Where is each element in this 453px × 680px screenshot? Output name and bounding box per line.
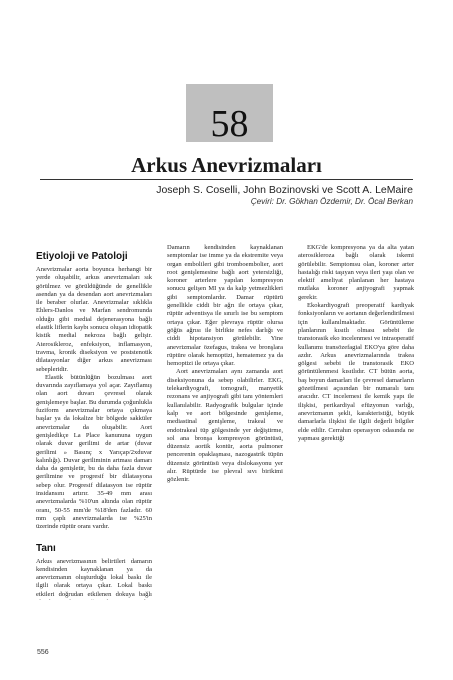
section-heading-tani: Tanı [36,542,56,554]
chapter-translators: Çeviri: Dr. Gökhan Özdemir, Dr. Öcal Berkan [250,197,413,206]
chapter-authors: Joseph S. Coselli, John Bozinovski ve Scott A. LeMaire [156,184,413,196]
text-column-3 [298,244,414,664]
title-divider [40,179,413,180]
section-heading-etiyoloji: Etiyoloji ve Patoloji [36,251,128,262]
chapter-number: 58 [210,103,249,145]
paragraph: Arkus anevrizmasının belirtileri damarın kendisinden kaynaklanan ya da anevrizmanın oluşturduğu lokal baskı ile ilgili olarak ortaya çıkar. Lokal baskı etkileri doğrudan etkilenen dokuya bağlı [36,557,152,598]
text-column-2 [167,244,283,644]
page-number: 556 [37,649,49,656]
paragraph: Ekokardiyografi preoperatif kardiyak fonksiyonların ve aortanın değerlendirilmesi için kullanılmaktadır. Görüntüleme planlarının kısıtlı olması sebebi ile transtorasik eko incelenmesi ve intraoperatif kullanımı transözefagial EKO'ya göre daha azdır. Arkus anevrizmalarında trakea gölgesi sebebi ile transtorasik EKO görüntülenmesi kısıtlıdır. CT bütün aorta, baş boyun damarları ile çevresel damarların gözetilmesi açısından bir numaralı tanı aracıdır. CT incelemesi ile kemik yapı ile ilişkisi, perikardiyal efüzyonun varlığı, anevrizmanın şekli, karakteristiği, büyük damarlarla ilişkisi ile ilgili değerli bilgiler elde edilir. Cerrahın operasyon odasında ne yapması gerektiği [298,302,414,442]
paragraph: Elastik bütünlüğün bozulması aort duvarında zayıflamaya yol açar. Zayıflamış olan aort duvarı çevresel olarak genişlemeye başlar. Bu durumda çoğunlukla fuziform anevrizmalar ortaya çıkmaya başlar ya da lokalize bir bölgede sakküler anevrizmalar da oluşabilir. Aort genişledikçe La Place kanununa uygun olarak duvar gerilimi de artar (duvar gerilimi » Basınç x Yarıçap/2xduvar kalınlığı). Duvar geriliminin artması damarı daha da genişletir, bu da daha fazla duvar gerilimine ve progresif bir dilatasyona sebep olur. Progresif dilatasyon ise rüptür insidansını artırır. 35-49 mm arası anevrizmalarda %10'un altında olan rüptür oranı, 50-55 mm'de %18'den fazladır. 60 mm çaplı anevrizmalarda ise %25'in üzerinde rüptür oranı vardır. [36,373,152,531]
paragraph: Anevrizmalar aorta boyunca herhangi bir yerde oluşabilir, arkus anevrizmaları sık görülmez ve görüldüğünde de genellikle asendan ya da desendan aort anevrizmaları ile beraber olurlar. Anevrizmalar sıklıkla Ehlers-Danlos ve Marfan sendromunda olduğu gibi medial dejenerasyona bağlı elastik liflerin kaybı sonucu oluşan idiopatik kistik medial nekroza bağlı gelişir. Aterosikleroz, enfeksiyon, inflamasyon, travma, kronik diseksiyon ve poststenotik dilatasyonlar diğer arkus anevrizması sebepleridir. [36,266,152,373]
chapter-title: Arkus Anevrizmaları [131,153,322,177]
text-column-1 [36,250,152,600]
paragraph: EKG'de kompresyona ya da alta yatan aterosikleroza bağlı olarak iskemi görülebilir. Semptomsu olan, koroner arter hastalığı riski taşıyan veya ileri yaşı olan ve elektif ameliyat planlanan her hastaya mutlaka koroner anjiyografi yapmak gerekir. [298,244,414,301]
paragraph: Aort anevrizmaları aynı zamanda aort diseksiyonuna da sebep olabilirler. EKG, telekardiyografi, tomografi, manyetik rezonans ve anjiyografi gibi tanı yöntemleri kullanılabilir. Radyografik bulgular içinde kalp ve aort bölgesinde genişleme, mediastinal genişleme, trakeal ve endotrakeal tüp gölgesinde yer değiştirme, sol ana bronşa kompresyon görüntüsü, düzensiz aortik kontür, aorta pulmoner pencerenin opaklaşması, nazogastrik tüpün düzensiz görüntüsü veya dislokasyonu yer alır. Rüptürde ise plevral sıvı birikimi gözlenir. [167,368,283,484]
paragraph: Damarın kendisinden kaynaklanan semptomlar ise imme ya da ekstremite veya organ embolileri gibi tromboembolier, aort root genişlemesine bağlı aort yetersizliği, koroner arterlere yapılan kompresyon sonucu gelişen MI ya da kalp yetmezlikleri gibi semptomlardır. Damar rüptürü genellikle ciddi bir ağrı ile ortaya çıkar, rüptür adventisya ile sınırlı ise bu semptom ortaya çıkar. Eğer plevraya rüptür olursa göğüs ağrısı ile birlikte nefes darlığı ve ciddi hipotansiyon görülebilir. Yine anevrizmalar özefagus, trakea ve bronşlara rüptüre olarak hemoptizi, hematemez ya da hemoptizi ile ortaya çıkar. [167,244,283,368]
